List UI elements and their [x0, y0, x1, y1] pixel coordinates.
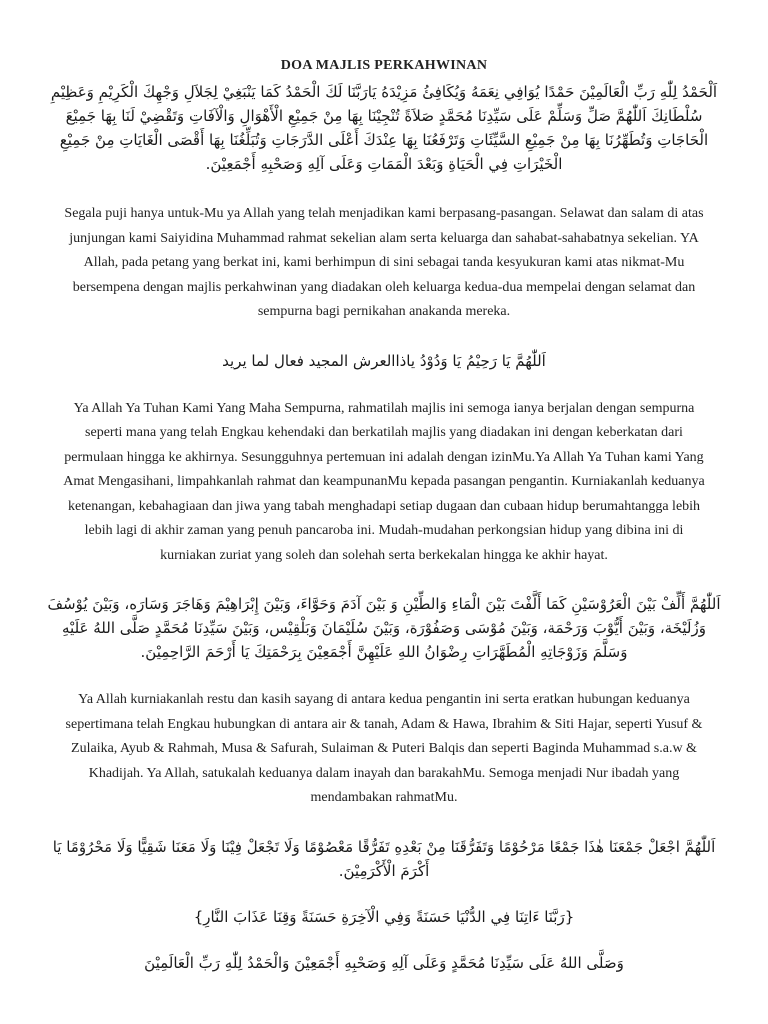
arabic-prayer-rabbana: {رَبَّنَا ءَاتِنَا فِي الدُّنْيَا حَسَنَةً وَفِي الْآخِرَةِ حَسَنَةً وَقِنَا عَذَابَ النَّارِ}: [193, 907, 575, 926]
arabic-prayer-short: اَللّٰهُمَّ يَا رَحِيْمُ يَا وَدُوْدُ ياذاالعرش المجيد فعال لما يريد: [222, 351, 546, 370]
malay-paragraph-union: Ya Allah kurniakanlah restu dan kasih sayang di antara kedua pengantin ini serta eratkan hubungan keduanya sepertimana telah Engkau hubungkan di antara air & tanah, Adam & Hawa, Ibrahim & Siti Hajar, seperti Yusuf & Zulaika, Ayub & Rahmah, Musa & Safurah, Sulaiman & Puteri Balqis dan seperti Baginda Muhammad s.a.w & Khadijah. Ya Allah, satukalah keduanya dalam inayah dan barakahMu. Semoga menjadi Nur ibadah yang mendambakan rahmatMu.: [65, 692, 703, 805]
arabic-prayer-opening: اَلْحَمْدُ لِلّٰهِ رَبِّ الْعَالَمِيْنَ حَمْدًا يُوَافِي نِعَمَهُ وَيُكَافِئُ مَزِيْدَهُ يَارَبَّنَا لَكَ الْحَمْدُ كَمَا يَنْبَغِيْ لِجَلاَلِ وَجْهِكَ الْكَرِيْمِ وَعَظِيْمِ سُلْطَانِكَ اَللّٰهُمَّ صَلِّ وَسَلِّمْ عَلَى سَيِّدِنَا مُحَمَّدٍ صَلاَةً تُنْجِيْنَا بِهَا مِنْ جَمِيْعِ الْأَهْوَالِ وَالْآفَاتِ وَتَقْضِيْ لَنَا بِهَا جَمِيْعَ الْحَاجَاتِ وَتُطَهِّرُنَا بِهَا مِنْ جَمِيْعِ السَّيِّئَاتِ وَتَرْفَعُنَا بِهَا عِنْدَكَ أَعْلَى الدَّرَجَاتِ وَتُبَلِّغُنَا بِهَا أَقْصَى الْغَايَاتِ مِنْ جَمِيْعِ الْخَيْرَاتِ فِي الْحَيَاةِ وَبَعْدَ الْمَمَاتِ وَعَلَى آلِهِ وَصَحْبِهِ أَجْمَعِيْنَ.: [50, 83, 718, 173]
arabic-prayer-gathering: اَللّٰهُمَّ اجْعَلْ جَمْعَنَا هٰذَا جَمْعًا مَرْحُوْمًا وَتَفَرُّقَنَا مِنْ بَعْدِهِ تَفَرُّقًا مَعْصُوْمًا وَلَا تَجْعَلْ فِيْنَا وَلَا مَعَنَا شَقِيًّا وَلَا مَحْرُوْمًا يَا أَكْرَمَ الْأَكْرَمِيْنَ.: [52, 837, 716, 880]
arabic-prayer-closing: وَصَلَّى اللهُ عَلَى سَيِّدِنَا مُحَمَّدٍ وَعَلَى آلِهِ وَصَحْبِهِ أَجْمَعِيْنَ وَالْحَمْدُ لِلّٰهِ رَبِّ الْعَالَمِيْنَ: [144, 953, 624, 972]
document-title: DOA MAJLIS PERKAHWINAN: [280, 58, 488, 73]
malay-paragraph-blessing: Ya Allah Ya Tuhan Kami Yang Maha Sempurna, rahmatilah majlis ini semoga ianya berjalan dengan sempurna seperti mana yang telah Engkau kehendaki dan berkatilah majlis yang diadakan ini dengan keberkatan dari permulaan hingga ke akhirnya. Sesungguhnya pertemuan ini adalah dengan izinMu.Ya Allah Ya Tuhan kami Yang Amat Mengasihani, limpahkanlah rahmat dan keampunanMu kepada pasangan pengantin. Kurniakanlah keduanya ketenangan, kebahagiaan dan jiwa yang tabah menghadapi setiap dugaan dan cubaan hidup berumahtangga lebih lebih lagi di akhir zaman yang penuh pancaroba ini. Mudah-mudahan perkongsian hidup yang dibina ini di kurniakan zuriat yang soleh dan solehah serta berkekalan hingga ke akhir hayat.: [63, 400, 705, 563]
arabic-prayer-union: اَللّٰهُمَّ أَلِّفْ بَيْنَ الْعَرُوْسَيْنِ كَمَا أَلَّفْتَ بَيْنَ الْمَاءِ وَالطِّيْنِ وَ بَيْنَ آدَمَ وَحَوَّاءَ، وَبَيْنَ إِبْرَاهِيْمَ وَهَاجَرَ وَسَارَه، وَبَيْنَ يُوْسُفَ وَزُلَيْخَة، وَبَيْنَ أَيُّوْبَ وَرَحْمَة، وَبَيْنَ مُوْسَى وَصَفُوْرَة، وَبَيْنَ سُلَيْمَانَ وَبَلْقِيْس، وَبَيْنَ سَيِّدِنَا مُحَمَّدٍ صَلَّى اللهُ عَلَيْهِ وَسَلَّمَ وَزَوْجَاتِهِ الْمُطَهَّرَاتِ رِضْوَانُ اللهِ عَلَيْهِنَّ أَجْمَعِيْنَ بِرَحْمَتِكَ يَا أَرْحَمَ الرَّاحِمِيْنَ.: [47, 595, 721, 661]
malay-paragraph-praise: Segala puji hanya untuk-Mu ya Allah yang telah menjadikan kami berpasang-pasangan. Selawat dan salam di atas junjungan kami Saiyidina Muhammad rahmat sekelian alam serta keluarga dan sahabat-sahabatnya sekelian. YA Allah, pada petang yang berkat ini, kami berhimpun di sini sebagai tanda kesyukuran kami atas nikmat-Mu bersempena dengan majlis perkahwinan yang diadakan oleh keluarga kedua-dua mempelai dengan selamat dan sempurna bagi pernikahan anakanda mereka.: [64, 206, 704, 319]
